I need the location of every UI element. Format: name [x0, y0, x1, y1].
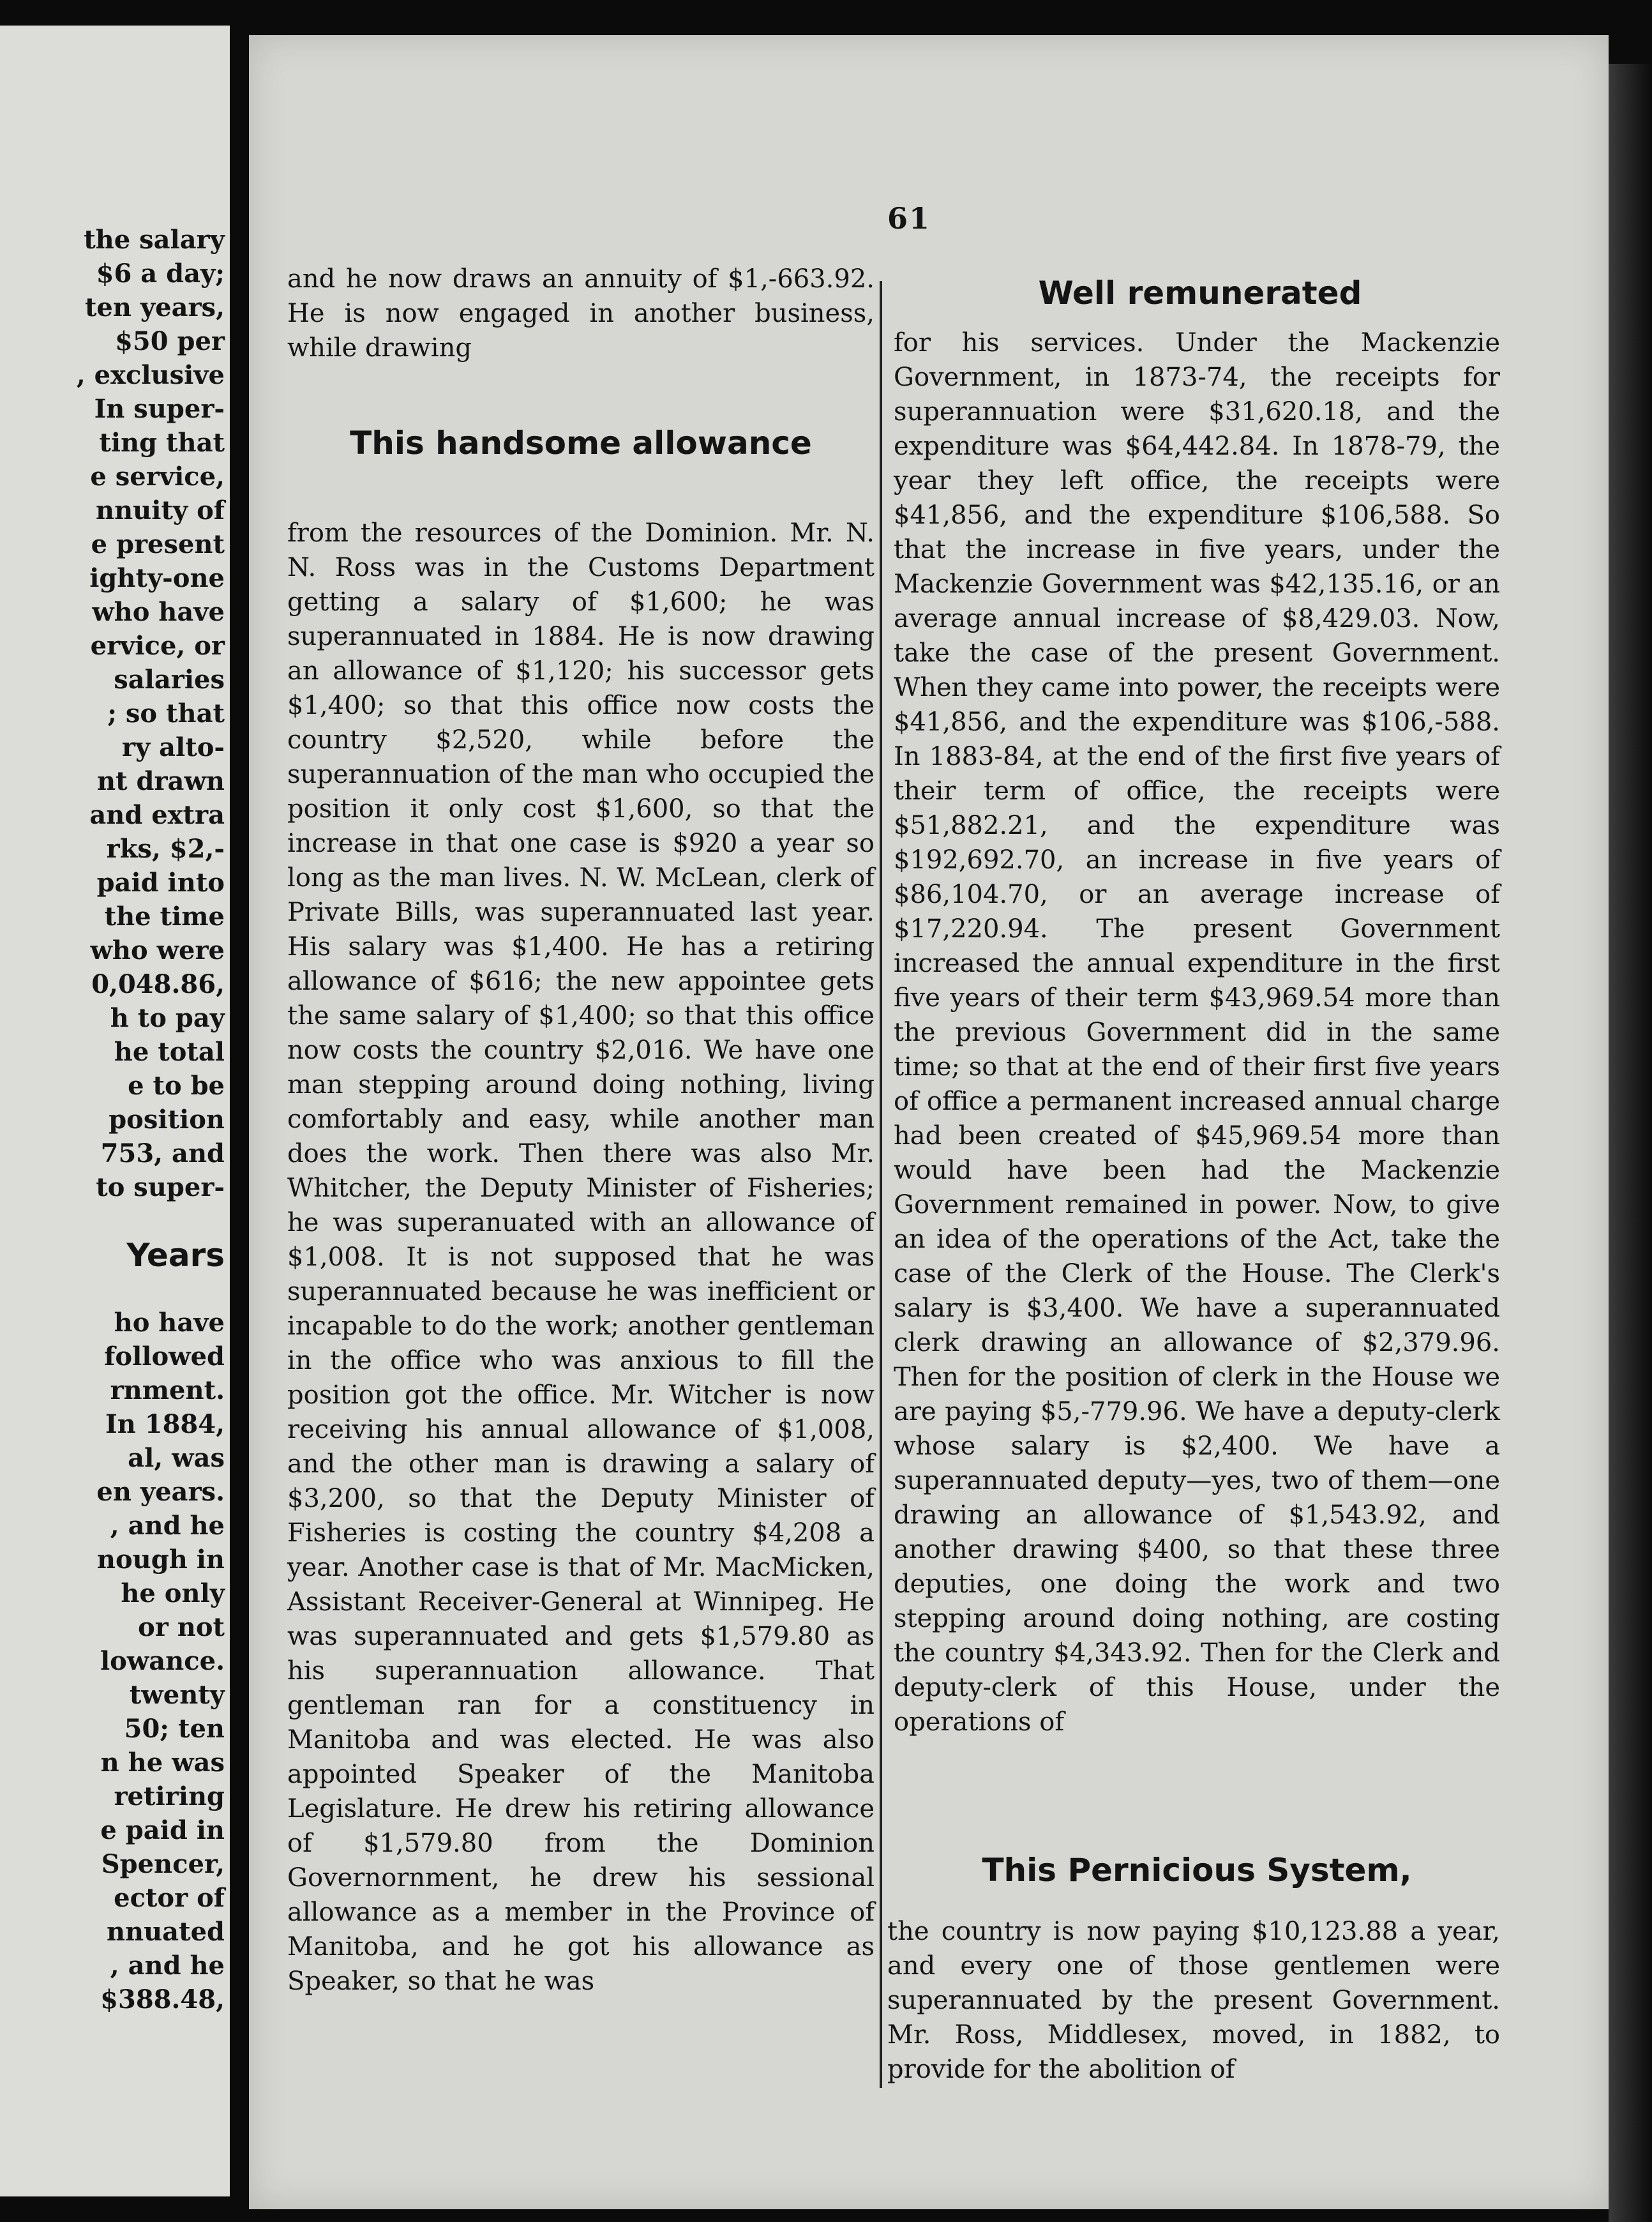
- page-edge-shadow: [1609, 64, 1652, 2222]
- left-column-body: [287, 516, 875, 1999]
- facing-page-line: ting that: [99, 428, 225, 458]
- facing-page-line: followed: [104, 1342, 225, 1372]
- facing-page-line: nough in: [96, 1545, 225, 1575]
- facing-page-line: $50 per: [115, 326, 225, 356]
- facing-page-line: retiring: [114, 1781, 225, 1811]
- column-divider: [880, 281, 882, 2088]
- heading-pernicious-system: This Pernicious System,: [982, 1852, 1412, 1889]
- facing-page-line: e to be: [128, 1071, 225, 1101]
- facing-page-line: nt drawn: [97, 766, 225, 796]
- facing-page-line: ho have: [114, 1308, 225, 1338]
- facing-page-line: Years: [126, 1237, 225, 1274]
- facing-page-line: he only: [121, 1578, 225, 1608]
- facing-page-line: ervice, or: [90, 631, 225, 661]
- right-column-end: [887, 1914, 1500, 2087]
- paragraph-intro: and he now draws an annuity of $1,-663.92. He is now engaged in another business, while drawing: [287, 264, 875, 363]
- facing-page-line: al, was: [128, 1443, 225, 1473]
- paragraph-left-body: from the resources of the Dominion. Mr. N. N. Ross was in the Customs Department getting a salary of $1,600; he was superannuated in 1884. He is now drawing an allowance of $1,120; his successor gets $1,400; so that this office now costs the country $2,520, while before the superannuation of the man who occupied the position it only cost $1,600, so that the increase in that one case is $920 a year so long as the man lives. N. W. McLean, clerk of Private Bills, was superannuated last year. His salary was $1,400. He has a retiring allowance of $616; the new appointee gets the same salary of $1,400; so that this office now costs the country $2,016. We have one man stepping around doing nothing, living comfortably and easy, while another man does the work. Then there was also Mr. Whitcher, the Deputy Minister of Fisheries; he was superanuated with an allowance of $1,008. It is not supposed that he was superannuated because he was inefficient or incapable to do the work; another gentleman in the office who was anxious to fill the position got the office. Mr. Witcher is now receiving his annual allowance of $1,008, and the other man is drawing a salary of $3,200, so that the Deputy Minister of Fisheries is costing the country $4,208 a year. Another case is that of Mr. MacMicken, Assistant Receiver-General at Winnipeg. He was superannuated and gets $1,579.80 as his superannuation allowance. That gentleman ran for a constituency in Manitoba and was elected. He was also appointed Speaker of the Manitoba Legislature. He drew his retiring allowance of $1,579.80 from the Dominion Governornment, he drew his sessional allowance as a member in the Province of Manitoba, and he got his allowance as Speaker, so that he was: [287, 518, 875, 1996]
- facing-page-line: twenty: [129, 1680, 225, 1710]
- facing-page-line: nnuity of: [96, 495, 225, 525]
- facing-page-line: ector of: [114, 1883, 225, 1913]
- facing-page-line: $388.48,: [100, 1984, 225, 2014]
- facing-page-line: ry alto-: [121, 732, 225, 762]
- heading-well-remunerated: Well remunerated: [1038, 275, 1362, 312]
- paragraph-right-end: the country is now paying $10,123.88 a year, and every one of those gentlemen were superannuated by the present Government. Mr. Ross, Middlesex, moved, in 1882, to provide for the abolition of: [887, 1917, 1500, 2084]
- facing-page-line: In 1884,: [105, 1409, 225, 1439]
- facing-page-line: the time: [104, 902, 225, 932]
- facing-page-line: e service,: [90, 462, 225, 492]
- facing-page-line: rks, $2,-: [106, 834, 225, 864]
- facing-page-line: ; so that: [107, 699, 225, 729]
- facing-page-line: , and he: [110, 1951, 225, 1981]
- facing-page-line: 0,048.86,: [91, 969, 225, 999]
- facing-page-line: ighty-one: [89, 563, 225, 593]
- facing-page-line: nnuated: [106, 1917, 225, 1947]
- paragraph-right-body: for his services. Under the Mackenzie Government, in 1873-74, the receipts for superannuation were $31,620.18, and the expenditure was $64,442.84. In 1878-79, the year they left office, the receipts were $41,856, and the expenditure $106,588. So that the increase in five years, under the Mackenzie Government was $42,135.16, or an average annual increase of $8,429.03. Now, take the case of the present Government. When they came into power, the receipts were $41,856, and the expenditure was $106,-588. In 1883-84, at the end of the first five years of their term of office, the receipts were $51,882.21, and the expenditure was $192,692.70, an increase in five years of $86,104.70, or an average increase of $17,220.94. The present Government increased the annual expenditure in the first five years of their term $43,969.54 more than the previous Government did in the same time; so that at the end of their first five years of office a permanent increased annual charge had been created of $45,969.54 more than would have been had the Mackenzie Government remained in power. Now, to give an idea of the operations of the Act, take the case of the Clerk of the House. The Clerk's salary is $3,400. We have a superannuated clerk drawing an allowance of $2,379.96. Then for the position of clerk in the House we are paying $5,-779.96. We have a deputy-clerk whose salary is $2,400. We have a superannuated deputy—yes, two of them—one drawing an allowance of $1,543.92, and another drawing $400, so that these three deputies, one doing the work and two stepping around doing nothing, are costing the country $4,343.92. Then for the Clerk and deputy-clerk of this House, under the operations of: [894, 328, 1500, 1737]
- facing-page-line: the salary: [84, 225, 225, 255]
- facing-page-line: e present: [91, 529, 225, 559]
- facing-page-line: or not: [138, 1612, 225, 1642]
- facing-page-line: to super-: [96, 1172, 225, 1202]
- facing-page-line: , and he: [110, 1511, 225, 1541]
- facing-page-line: and extra: [89, 800, 225, 830]
- facing-page-line: n he was: [100, 1748, 225, 1778]
- left-column-intro: [287, 262, 875, 365]
- right-column-body: [894, 326, 1500, 1739]
- facing-page-line: e paid in: [100, 1815, 225, 1845]
- facing-page-fragment: [0, 26, 230, 2196]
- facing-page-line: who were: [90, 935, 225, 965]
- facing-page-line: $6 a day;: [96, 259, 225, 289]
- facing-page-line: In super-: [94, 394, 225, 424]
- facing-page-line: paid into: [96, 868, 225, 898]
- facing-page-line: en years.: [96, 1477, 225, 1507]
- facing-page-line: h to pay: [110, 1003, 225, 1033]
- heading-handsome-allowance: This handsome allowance: [350, 425, 812, 462]
- facing-page-line: 50; ten: [124, 1714, 225, 1744]
- facing-page-line: who have: [92, 597, 225, 627]
- facing-page-line: rnment.: [110, 1375, 225, 1405]
- facing-page-line: ten years,: [84, 292, 225, 322]
- page-number: 61: [887, 201, 931, 236]
- facing-page-line: , exclusive: [76, 360, 225, 390]
- facing-page-line: salaries: [114, 665, 225, 695]
- facing-page-line: position: [109, 1105, 225, 1135]
- facing-page-line: he total: [114, 1037, 225, 1067]
- facing-page-line: Spencer,: [101, 1849, 225, 1879]
- facing-page-line: lowance.: [100, 1646, 225, 1676]
- facing-page-line: 753, and: [100, 1138, 225, 1168]
